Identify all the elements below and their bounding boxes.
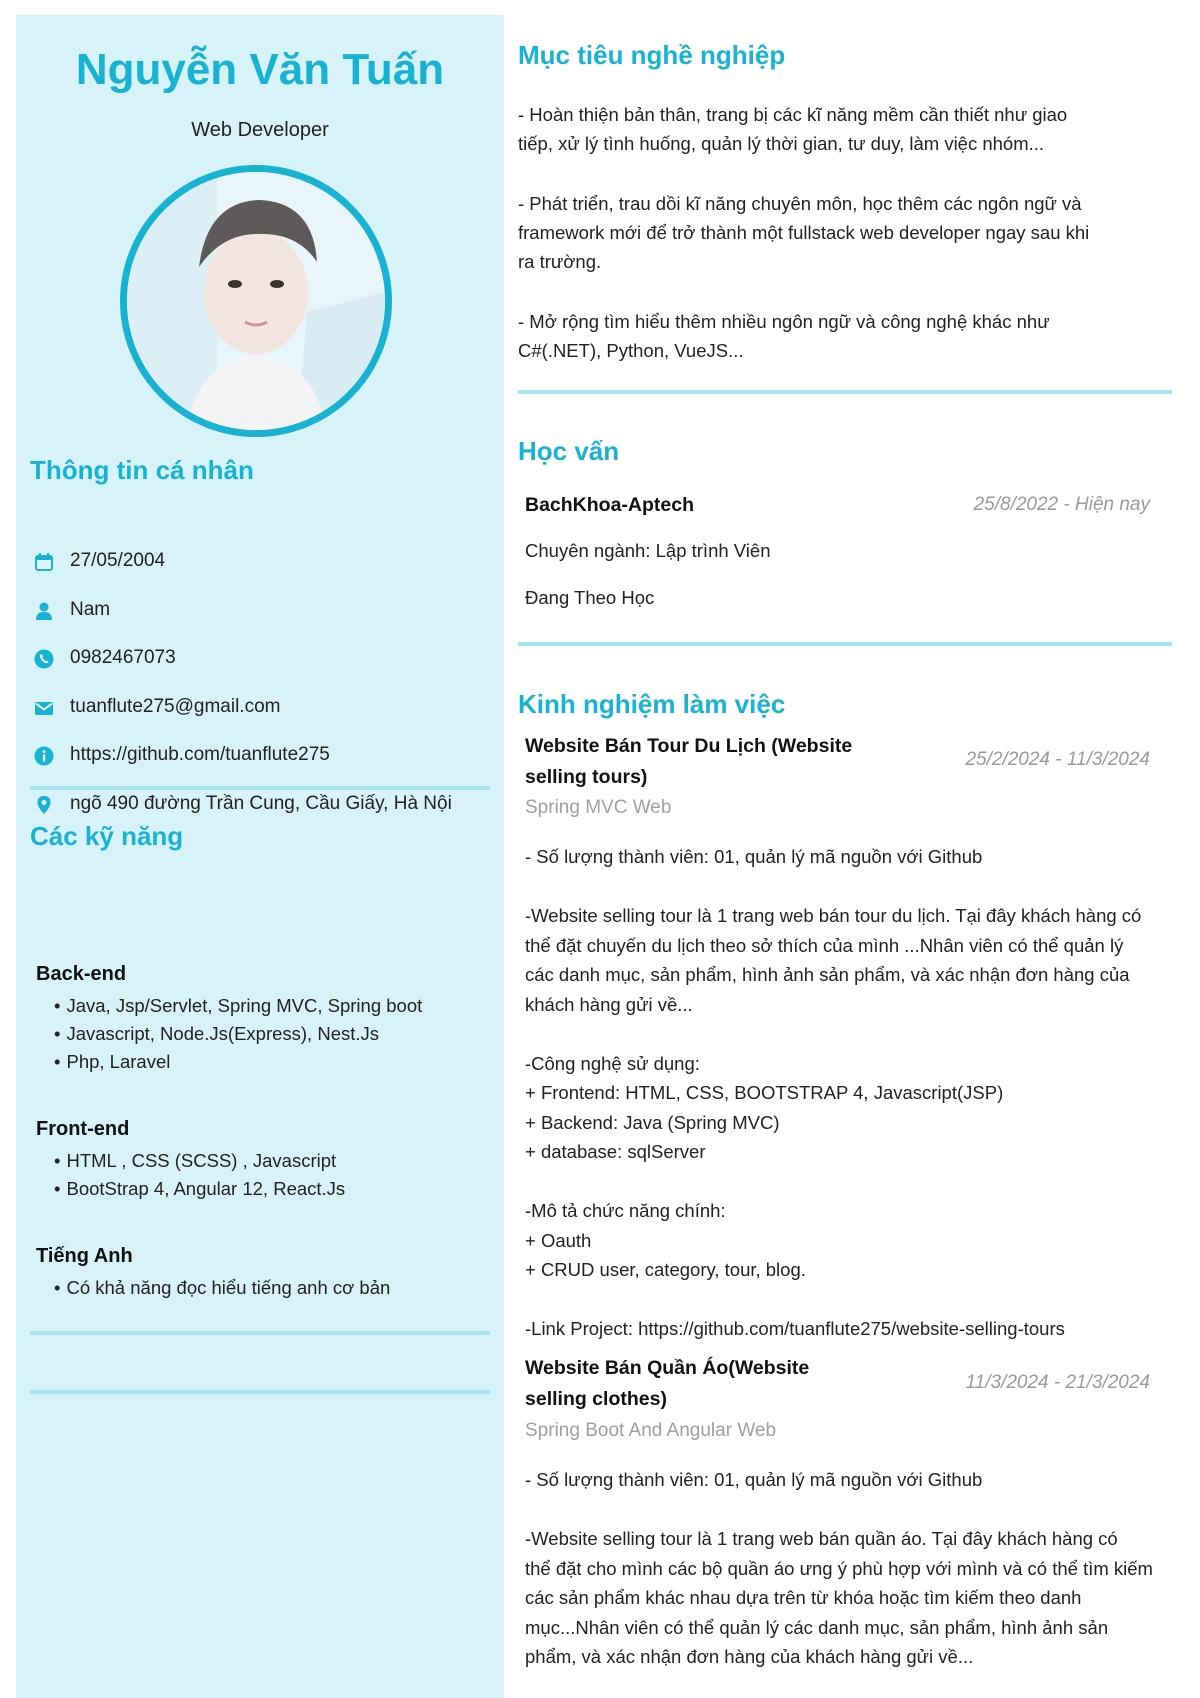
phone-icon	[34, 649, 54, 669]
project-title: Website Bán Tour Du Lịch (Website selling tours)	[525, 735, 853, 788]
personal-info-text: ngõ 490 đường Trần Cung, Cầu Giấy, Hà Nội	[70, 792, 452, 814]
project-description: - Số lượng thành viên: 01, quản lý mã nguồn với Github -Website selling tour là 1 trang web bán quần áo. Tại đây khách hàng có thể đặt cho mình các bộ quần áo ưng ý phù hợp với mình và có thể tìm kiếm các sản phẩm khác nhau dựa trên từ khóa hoặc tìm kiếm theo danh mục...Nhân viên có thể quản lý các danh mục, sản phẩm, hình ảnh sản phẩm, và xác nhận đơn hàng của khách hàng gửi về...	[525, 1469, 1153, 1667]
skill-item: • Có khả năng đọc hiểu tiếng anh cơ bản	[54, 1274, 486, 1302]
education-heading: Học vấn	[518, 436, 620, 466]
personal-info-text: 0982467073	[70, 647, 176, 668]
skill-item: • Java, Jsp/Servlet, Spring MVC, Spring boot	[54, 992, 486, 1020]
personal-info-list	[34, 550, 494, 841]
main-column	[518, 0, 1178, 1698]
skill-list	[36, 1274, 486, 1302]
candidate-name: Nguyễn Văn Tuấn	[75, 45, 445, 94]
skill-group	[36, 963, 486, 1076]
project-date: 25/2/2024 - 11/3/2024	[965, 749, 1150, 770]
education-date: 25/8/2022 - Hiện nay	[973, 494, 1150, 515]
project-subtitle: Spring MVC Web	[525, 797, 672, 818]
personal-info-text: Nam	[70, 598, 111, 620]
sidebar-divider	[30, 1331, 490, 1335]
objective-paragraph: - Hoàn thiện bản thân, trang bị các kĩ năng mềm cần thiết như giao tiếp, xử lý tình huống, quản lý thời gian, tư duy, làm việc nhóm...	[518, 104, 1068, 154]
sidebar-divider	[30, 786, 490, 790]
personal-info-item	[34, 550, 494, 599]
location-icon	[34, 795, 54, 815]
skill-item: • Javascript, Node.Js(Express), Nest.Js	[54, 1020, 486, 1048]
skill-list	[36, 992, 486, 1076]
sidebar	[16, 15, 504, 1698]
info-icon	[34, 746, 54, 766]
objective-paragraph: - Mở rộng tìm hiểu thêm nhiều ngôn ngữ và công nghệ khác như C#(.NET), Python, VueJS...	[518, 311, 1050, 361]
skill-group-title: Back-end	[36, 963, 127, 985]
personal-info-text: https://github.com/tuanflute275	[70, 744, 330, 765]
personal-info-heading: Thông tin cá nhân	[30, 455, 254, 485]
skill-group	[36, 1118, 486, 1203]
skill-group-title: Tiếng Anh	[36, 1245, 133, 1267]
skill-item: • BootStrap 4, Angular 12, React.Js	[54, 1175, 486, 1203]
objective-paragraph: - Phát triển, trau dồi kĩ năng chuyên môn, học thêm các ngôn ngữ và framework mới để trở thành một fullstack web developer ngay sau khi ra trường.	[518, 193, 1090, 272]
skills-heading: Các kỹ năng	[30, 821, 184, 851]
calendar-icon	[34, 552, 54, 572]
section-divider	[518, 390, 1172, 394]
education-major: Chuyên ngành: Lập trình Viên	[525, 540, 771, 561]
experience-heading: Kinh nghiệm làm việc	[518, 689, 786, 719]
project-subtitle: Spring Boot And Angular Web	[525, 1420, 777, 1441]
education-school: BachKhoa-Aptech	[525, 494, 695, 516]
personal-info-item	[34, 599, 494, 648]
skill-item: • Php, Laravel	[54, 1048, 486, 1076]
project-description: - Số lượng thành viên: 01, quản lý mã nguồn với Github -Website selling tour là 1 trang web bán tour du lịch. Tại đây khách hàng có thể đặt chuyến du lịch theo sở thích của mình ...Nhân viên có thể quản lý các danh mục, sản phẩm, hình ảnh sản phẩm, và xác nhận đơn hàng của khách hàng gửi về... -Công nghệ sử dụng: + Frontend: HTML, CSS, BOOTSTRAP 4, Javascript(JSP) + Backend: Java (Spring MVC) + database: sqlServer -Mô tả chức năng chính: + Oauth + CRUD user, category, tour, blog. -Link Project: https://github.com/tuanflute275/website-selling-tours	[525, 846, 1142, 1339]
mail-icon	[34, 698, 54, 718]
sidebar-divider	[30, 1390, 490, 1394]
personal-info-item	[34, 647, 494, 696]
objective-heading: Mục tiêu nghề nghiệp	[518, 40, 786, 70]
skill-item: • HTML , CSS (SCSS) , Javascript	[54, 1147, 486, 1175]
skill-list	[36, 1147, 486, 1203]
avatar	[120, 165, 392, 437]
personal-info-text: 27/05/2004	[70, 550, 166, 571]
project-title: Website Bán Quần Áo(Website selling clothes)	[525, 1357, 810, 1410]
project-date: 11/3/2024 - 21/3/2024	[965, 1372, 1150, 1393]
candidate-role: Web Developer	[191, 119, 329, 141]
personal-info-text: tuanflute275@gmail.com	[70, 695, 281, 717]
personal-info-item	[34, 696, 494, 745]
section-divider	[518, 642, 1172, 646]
skill-group	[36, 1245, 486, 1302]
education-status: Đang Theo Học	[525, 587, 655, 608]
user-icon	[34, 601, 54, 621]
skill-group-title: Front-end	[36, 1118, 130, 1140]
avatar-photo	[127, 172, 385, 430]
